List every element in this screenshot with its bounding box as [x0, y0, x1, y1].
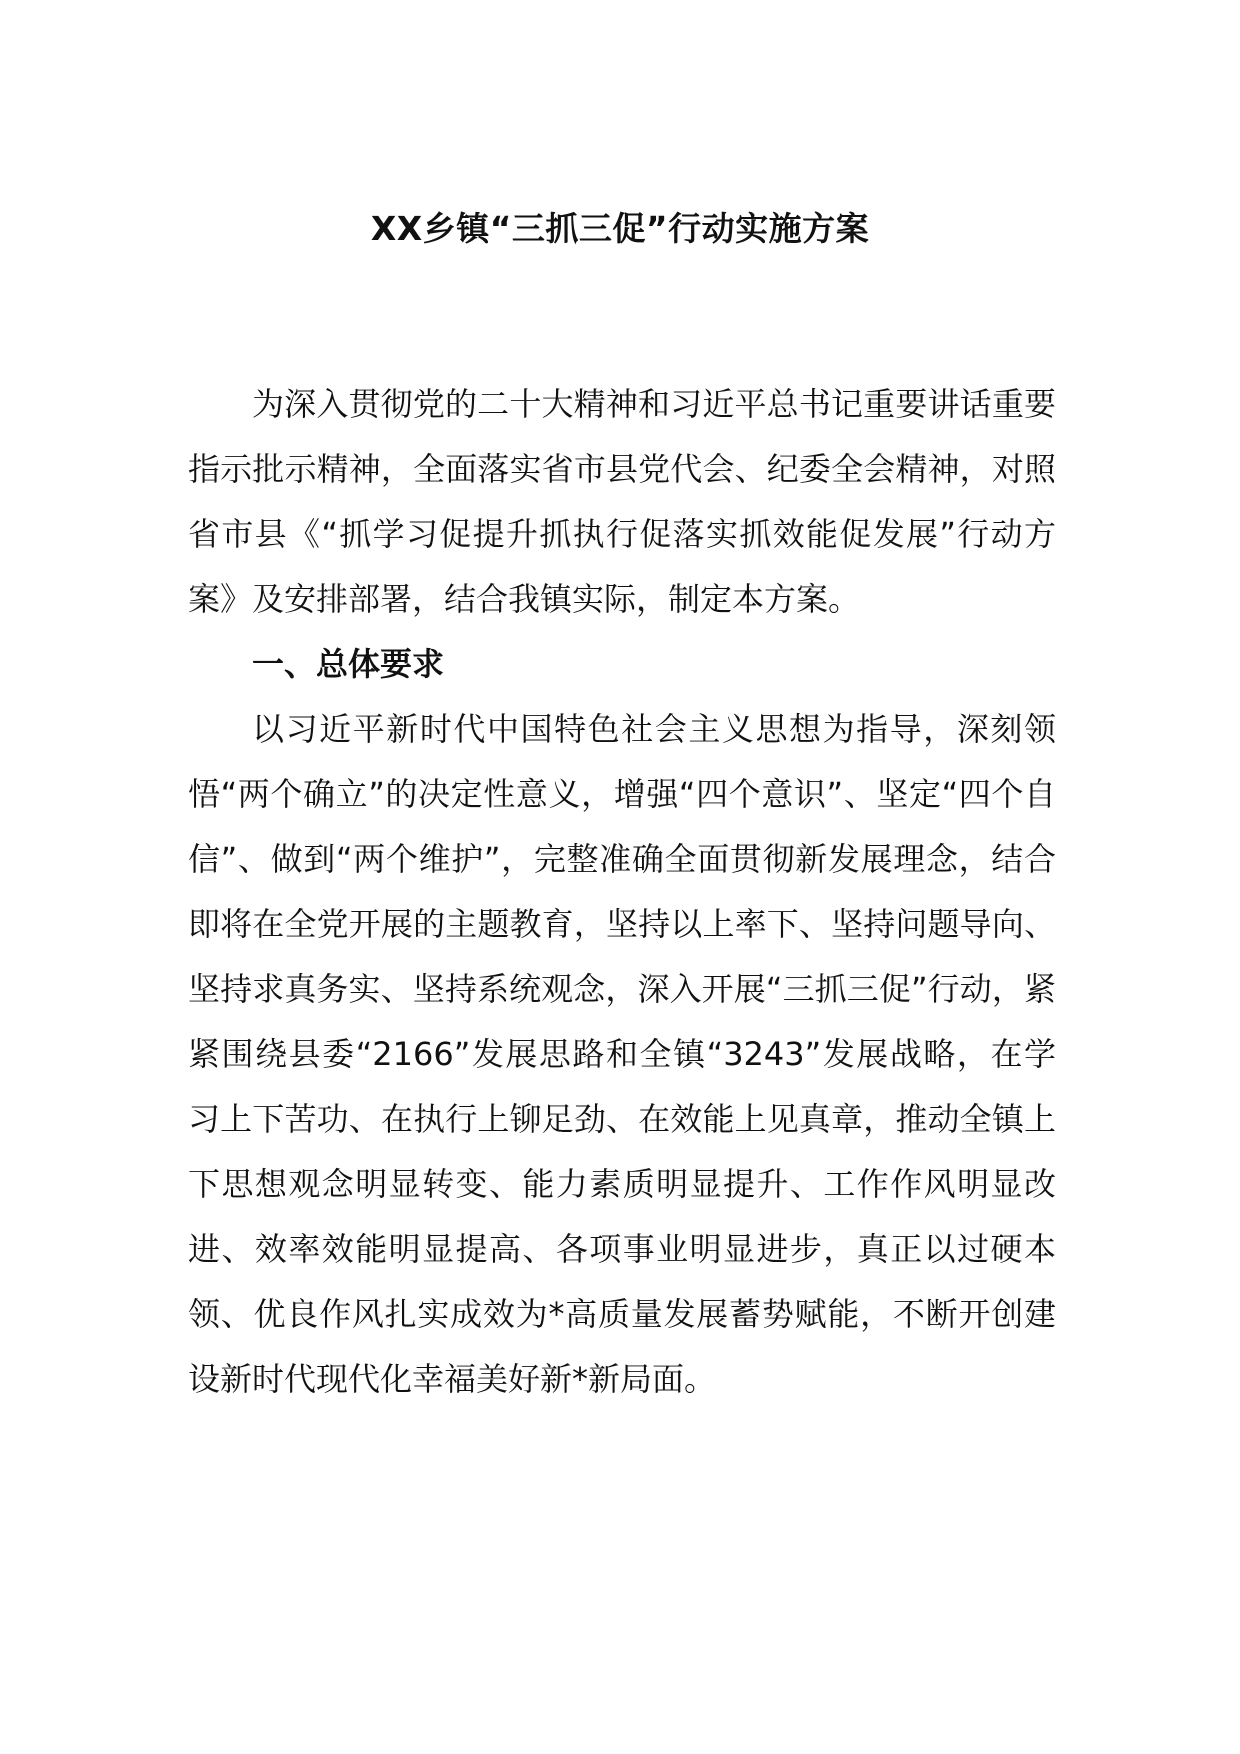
document-title: XX乡镇“三抓三促”行动实施方案 — [370, 209, 870, 248]
intro-paragraph: 为深入贯彻党的二十大精神和习近平总书记重要讲话重要指示批示精神，全面落实省市县党代会、纪委全会精神，对照省市县《“抓学习促提升抓执行促落实抓效能促发展”行动方案》及安排部署，结合我镇实际，制定本方案。 — [188, 385, 1056, 618]
body-paragraph: 以习近平新时代中国特色社会主义思想为指导，深刻领悟“两个确立”的决定性意义，增强“四个意识”、坚定“四个自信”、做到“两个维护”，完整准确全面贯彻新发展理念，结合即将在全党开展的主题教育，坚持以上率下、坚持问题导向、坚持求真务实、坚持系统观念，深入开展“三抓三促”行动，紧紧围绕县委“2166”发展思路和全镇“3243”发展战略，在学习上下苦功、在执行上铆足劲、在效能上见真章，推动全镇上下思想观念明显转变、能力素质明显提升、工作作风明显改进、效率效能明显提高、各项事业明显进步，真正以过硬本领、优良作风扎实成效为*高质量发展蓄势赋能，不断开创建设新时代现代化幸福美好新*新局面。 — [188, 710, 1056, 1398]
section-heading: 一、总体要求 — [252, 645, 445, 683]
document-body — [188, 372, 1056, 1412]
